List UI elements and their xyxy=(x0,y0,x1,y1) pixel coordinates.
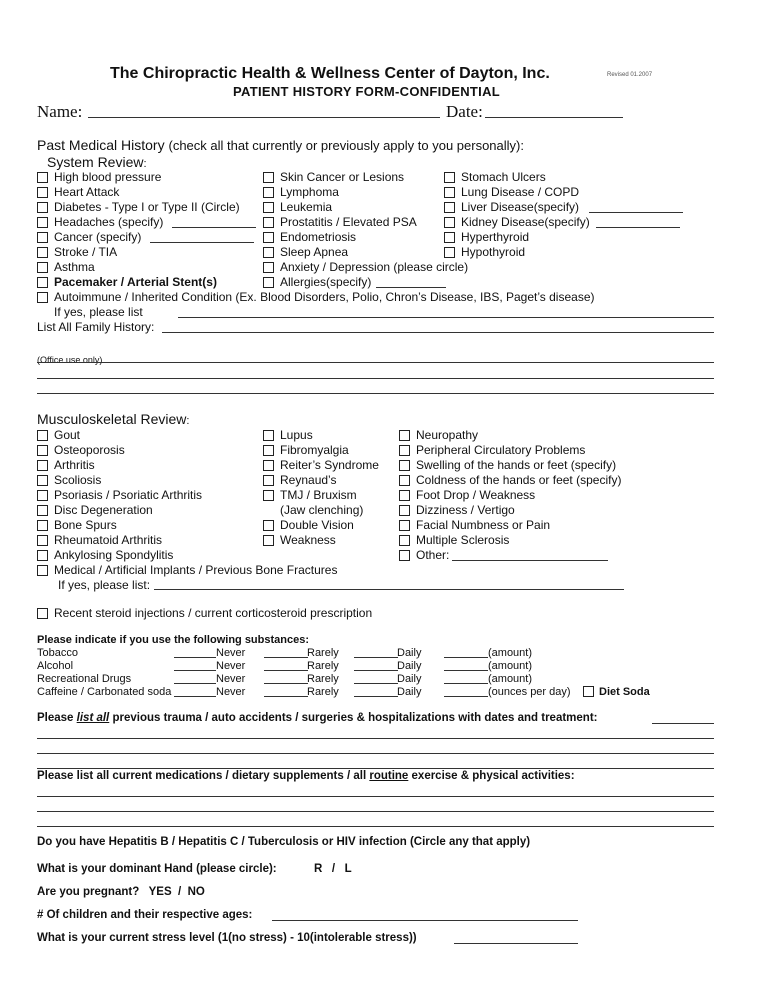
label-reiters: Reiter’s Syndrome xyxy=(280,458,379,472)
label-hyperthyroid: Hyperthyroid xyxy=(461,230,530,244)
label-neuropathy: Neuropathy xyxy=(416,428,479,442)
checkbox-asthma[interactable] xyxy=(37,262,48,273)
meds-text-b: routine xyxy=(369,770,409,782)
checkbox-lupus[interactable] xyxy=(263,430,274,441)
tobacco-never-field[interactable] xyxy=(174,657,216,658)
substance-recreational: Recreational Drugs xyxy=(37,673,132,685)
meds-text-c: exercise & physical activities: xyxy=(408,770,575,782)
checkbox-kidney-disease[interactable] xyxy=(444,217,455,228)
checkbox-multiple-sclerosis[interactable] xyxy=(399,535,410,546)
label-other: Other: xyxy=(416,548,450,562)
checkbox-cancer[interactable] xyxy=(37,232,48,243)
label-ankylosing: Ankylosing Spondylitis xyxy=(54,548,174,562)
substance-caffeine: Caffeine / Carbonated soda xyxy=(37,686,172,698)
label-coldness: Coldness of the hands or feet (specify) xyxy=(416,473,622,487)
checkbox-foot-drop[interactable] xyxy=(399,490,410,501)
label-stomach-ulcers: Stomach Ulcers xyxy=(461,170,546,184)
checkbox-headaches[interactable] xyxy=(37,217,48,228)
checkbox-ankylosing[interactable] xyxy=(37,550,48,561)
alcohol-rarely-field[interactable] xyxy=(264,670,308,671)
office-use-line-3[interactable] xyxy=(37,393,714,394)
label-prostatitis: Prostatitis / Elevated PSA xyxy=(280,215,417,229)
label-office-use: (Office use only) xyxy=(37,355,103,365)
msk-if-yes-field[interactable] xyxy=(154,589,624,590)
substance-tobacco: Tobacco xyxy=(37,647,78,659)
tobacco-never-label: Never xyxy=(216,647,246,659)
checkbox-disc-degeneration[interactable] xyxy=(37,505,48,516)
drugs-amount-label: (amount) xyxy=(488,673,533,685)
kidney-specify-field[interactable] xyxy=(596,227,680,228)
pmh-heading-text: Past Medical History xyxy=(37,137,165,153)
caffeine-daily-label: Daily xyxy=(397,686,422,698)
drugs-daily-field[interactable] xyxy=(354,683,398,684)
checkbox-arthritis[interactable] xyxy=(37,460,48,471)
checkbox-bone-spurs[interactable] xyxy=(37,520,48,531)
pregnant-question[interactable]: Are you pregnant? YES / NO xyxy=(37,886,205,898)
label-osteoporosis: Osteoporosis xyxy=(54,443,125,457)
label-reynauds: Reynaud’s xyxy=(280,473,337,487)
meds-line-2[interactable] xyxy=(37,811,714,812)
trauma-line-1[interactable] xyxy=(37,738,714,739)
label-if-yes-list: If yes, please list xyxy=(54,305,143,319)
checkbox-scoliosis[interactable] xyxy=(37,475,48,486)
checkbox-rheumatoid[interactable] xyxy=(37,535,48,546)
name-label: Name: xyxy=(37,102,83,121)
label-peripheral: Peripheral Circulatory Problems xyxy=(416,443,586,457)
label-high-blood-pressure: High blood pressure xyxy=(54,170,162,184)
hand-options[interactable]: R / L xyxy=(314,863,352,875)
drugs-rarely-label: Rarely xyxy=(307,673,339,685)
pmh-heading xyxy=(37,137,524,153)
label-msk-if-yes: If yes, please list: xyxy=(58,578,151,592)
caffeine-amount-field[interactable] xyxy=(444,696,488,697)
form-subtitle: PATIENT HISTORY FORM-CONFIDENTIAL xyxy=(233,84,501,99)
checkbox-pacemaker[interactable] xyxy=(37,277,48,288)
checkbox-heart-attack[interactable] xyxy=(37,187,48,198)
checkbox-implants[interactable] xyxy=(37,565,48,576)
checkbox-lung-disease[interactable] xyxy=(444,187,455,198)
alcohol-rarely-label: Rarely xyxy=(307,660,339,672)
label-dizziness: Dizziness / Vertigo xyxy=(416,503,515,517)
caffeine-rarely-label: Rarely xyxy=(307,686,339,698)
checkbox-weakness[interactable] xyxy=(263,535,274,546)
meds-line-1[interactable] xyxy=(37,796,714,797)
drugs-daily-label: Daily xyxy=(397,673,422,685)
date-label: Date: xyxy=(446,102,483,121)
checkbox-diabetes[interactable] xyxy=(37,202,48,213)
children-field[interactable] xyxy=(272,920,578,921)
drugs-amount-field[interactable] xyxy=(444,683,488,684)
alcohol-daily-label: Daily xyxy=(397,660,422,672)
label-allergies: Allergies(specify) xyxy=(280,275,372,289)
label-liver-disease: Liver Disease(specify) xyxy=(461,200,580,214)
tobacco-amount-label: (amount) xyxy=(488,647,533,659)
label-lymphoma: Lymphoma xyxy=(280,185,339,199)
system-review-heading xyxy=(47,154,147,170)
drugs-rarely-field[interactable] xyxy=(264,683,308,684)
revised-note: Revised 01.2007 xyxy=(607,72,653,78)
caffeine-amount-label: (ounces per day) xyxy=(488,686,571,698)
msk-heading-text: Musculoskeletal Review xyxy=(37,411,187,427)
label-tmj: TMJ / Bruxism xyxy=(280,488,357,502)
checkbox-coldness[interactable] xyxy=(399,475,410,486)
checkbox-fibromyalgia[interactable] xyxy=(263,445,274,456)
caffeine-never-field[interactable] xyxy=(174,696,216,697)
checkbox-liver-disease[interactable] xyxy=(444,202,455,213)
checkbox-stomach-ulcers[interactable] xyxy=(444,172,455,183)
label-pacemaker: Pacemaker / Arterial Stent(s) xyxy=(54,275,217,289)
if-yes-list-field[interactable] xyxy=(178,317,714,318)
children-question: # Of children and their respective ages: xyxy=(37,909,253,921)
alcohol-amount-label: (amount) xyxy=(488,660,533,672)
label-stroke: Stroke / TIA xyxy=(54,245,118,259)
caffeine-daily-field[interactable] xyxy=(354,696,398,697)
system-review-text: System Review xyxy=(47,154,144,170)
meds-question xyxy=(37,770,575,782)
form-title: The Chiropractic Health & Wellness Center of Dayton, Inc. xyxy=(110,65,550,82)
label-headaches: Headaches (specify) xyxy=(54,215,164,229)
hepatitis-question: Do you have Hepatitis B / Hepatitis C / Tuberculosis or HIV infection (Circle any that apply) xyxy=(37,836,531,848)
label-bone-spurs: Bone Spurs xyxy=(54,518,117,532)
label-steroid: Recent steroid injections / current corticosteroid prescription xyxy=(54,606,373,620)
label-arthritis: Arthritis xyxy=(54,458,95,472)
checkbox-other[interactable] xyxy=(399,550,410,561)
label-fibromyalgia: Fibromyalgia xyxy=(280,443,349,457)
trauma-text-b: list all xyxy=(76,712,110,724)
label-jaw-clenching: (Jaw clenching) xyxy=(280,503,364,517)
label-leukemia: Leukemia xyxy=(280,200,333,214)
label-endometriosis: Endometriosis xyxy=(280,230,357,244)
trauma-text-a: Please xyxy=(37,712,77,724)
label-hypothyroid: Hypothyroid xyxy=(461,245,526,259)
label-disc-degeneration: Disc Degeneration xyxy=(54,503,153,517)
checkbox-double-vision[interactable] xyxy=(263,520,274,531)
label-sleep-apnea: Sleep Apnea xyxy=(280,245,349,259)
checkbox-swelling[interactable] xyxy=(399,460,410,471)
caffeine-rarely-field[interactable] xyxy=(264,696,308,697)
msk-heading-colon: : xyxy=(186,415,190,427)
checkbox-autoimmune[interactable] xyxy=(37,292,48,303)
checkbox-anxiety[interactable] xyxy=(263,262,274,273)
system-review-colon: : xyxy=(143,158,147,170)
caffeine-never-label: Never xyxy=(216,686,246,698)
drugs-never-field[interactable] xyxy=(174,683,216,684)
checkbox-tmj[interactable] xyxy=(263,490,274,501)
checkbox-dizziness[interactable] xyxy=(399,505,410,516)
other-specify-field[interactable] xyxy=(452,560,608,561)
checkbox-reiters[interactable] xyxy=(263,460,274,471)
checkbox-steroid[interactable] xyxy=(37,608,48,619)
label-scoliosis: Scoliosis xyxy=(54,473,102,487)
checkbox-psoriasis[interactable] xyxy=(37,490,48,501)
checkbox-leukemia[interactable] xyxy=(263,202,274,213)
substances-heading: Please indicate if you use the following substances: xyxy=(37,634,310,646)
checkbox-facial-numbness[interactable] xyxy=(399,520,410,531)
checkbox-high-blood-pressure[interactable] xyxy=(37,172,48,183)
label-cancer: Cancer (specify) xyxy=(54,230,142,244)
msk-heading xyxy=(37,411,189,427)
checkbox-gout[interactable] xyxy=(37,430,48,441)
pmh-heading-note: (check all that currently or previously apply to you personally): xyxy=(168,138,524,153)
checkbox-diet-soda[interactable] xyxy=(583,686,594,697)
dominant-hand-question: What is your dominant Hand (please circle): xyxy=(37,863,277,875)
label-lung-disease: Lung Disease / COPD xyxy=(461,185,580,199)
checkbox-allergies[interactable] xyxy=(263,277,274,288)
office-use-line-1[interactable] xyxy=(37,362,714,363)
label-family-history: List All Family History: xyxy=(37,320,155,334)
meds-text-a: Please list all current medications / dietary supplements / all xyxy=(37,770,370,782)
checkbox-stroke[interactable] xyxy=(37,247,48,258)
checkbox-peripheral[interactable] xyxy=(399,445,410,456)
trauma-line-3[interactable] xyxy=(37,768,714,769)
stress-question: What is your current stress level (1(no stress) - 10(intolerable stress)) xyxy=(37,932,417,944)
alcohol-daily-field[interactable] xyxy=(354,670,398,671)
stress-field[interactable] xyxy=(454,943,578,944)
checkbox-hyperthyroid[interactable] xyxy=(444,232,455,243)
allergies-specify-field[interactable] xyxy=(376,287,446,288)
label-kidney-disease: Kidney Disease(specify) xyxy=(461,215,590,229)
label-heart-attack: Heart Attack xyxy=(54,185,120,199)
tobacco-daily-field[interactable] xyxy=(354,657,398,658)
alcohol-never-field[interactable] xyxy=(174,670,216,671)
tobacco-daily-label: Daily xyxy=(397,647,422,659)
trauma-text-c: previous trauma / auto accidents / surgeries & hospitalizations with dates and treatment: xyxy=(109,712,598,724)
label-foot-drop: Foot Drop / Weakness xyxy=(416,488,536,502)
tobacco-amount-field[interactable] xyxy=(444,657,488,658)
label-diet-soda: Diet Soda xyxy=(599,686,650,698)
checkbox-skin-cancer[interactable] xyxy=(263,172,274,183)
trauma-field-inline[interactable] xyxy=(652,723,714,724)
label-autoimmune: Autoimmune / Inherited Condition (Ex. Blood Disorders, Polio, Chron’s Disease, IBS, Paget’s disease) xyxy=(54,290,595,304)
label-double-vision: Double Vision xyxy=(280,518,354,532)
trauma-line-2[interactable] xyxy=(37,753,714,754)
family-history-field[interactable] xyxy=(162,332,714,333)
label-diabetes: Diabetes - Type I or Type II (Circle) xyxy=(54,200,240,214)
label-asthma: Asthma xyxy=(54,260,95,274)
label-lupus: Lupus xyxy=(280,428,313,442)
label-multiple-sclerosis: Multiple Sclerosis xyxy=(416,533,510,547)
checkbox-neuropathy[interactable] xyxy=(399,430,410,441)
label-facial-numbness: Facial Numbness or Pain xyxy=(416,518,551,532)
name-field[interactable] xyxy=(88,117,440,118)
label-anxiety: Anxiety / Depression (please circle) xyxy=(280,260,469,274)
checkbox-osteoporosis[interactable] xyxy=(37,445,48,456)
label-weakness: Weakness xyxy=(280,533,336,547)
label-skin-cancer: Skin Cancer or Lesions xyxy=(280,170,405,184)
checkbox-reynauds[interactable] xyxy=(263,475,274,486)
tobacco-rarely-label: Rarely xyxy=(307,647,339,659)
cancer-specify-field[interactable] xyxy=(150,242,254,243)
label-psoriasis: Psoriasis / Psoriatic Arthritis xyxy=(54,488,203,502)
label-implants: Medical / Artificial Implants / Previous Bone Fractures xyxy=(54,563,338,577)
checkbox-lymphoma[interactable] xyxy=(263,187,274,198)
date-field[interactable] xyxy=(485,117,623,118)
headaches-specify-field[interactable] xyxy=(172,227,256,228)
meds-line-3[interactable] xyxy=(37,826,714,827)
checkbox-endometriosis[interactable] xyxy=(263,232,274,243)
label-swelling: Swelling of the hands or feet (specify) xyxy=(416,458,617,472)
substance-alcohol: Alcohol xyxy=(37,660,74,672)
alcohol-amount-field[interactable] xyxy=(444,670,488,671)
alcohol-never-label: Never xyxy=(216,660,246,672)
label-rheumatoid: Rheumatoid Arthritis xyxy=(54,533,163,547)
checkbox-hypothyroid[interactable] xyxy=(444,247,455,258)
label-gout: Gout xyxy=(54,428,81,442)
tobacco-rarely-field[interactable] xyxy=(264,657,308,658)
checkbox-prostatitis[interactable] xyxy=(263,217,274,228)
checkbox-sleep-apnea[interactable] xyxy=(263,247,274,258)
liver-specify-field[interactable] xyxy=(589,212,683,213)
drugs-never-label: Never xyxy=(216,673,246,685)
trauma-question xyxy=(37,712,598,724)
office-use-line-2[interactable] xyxy=(37,378,714,379)
